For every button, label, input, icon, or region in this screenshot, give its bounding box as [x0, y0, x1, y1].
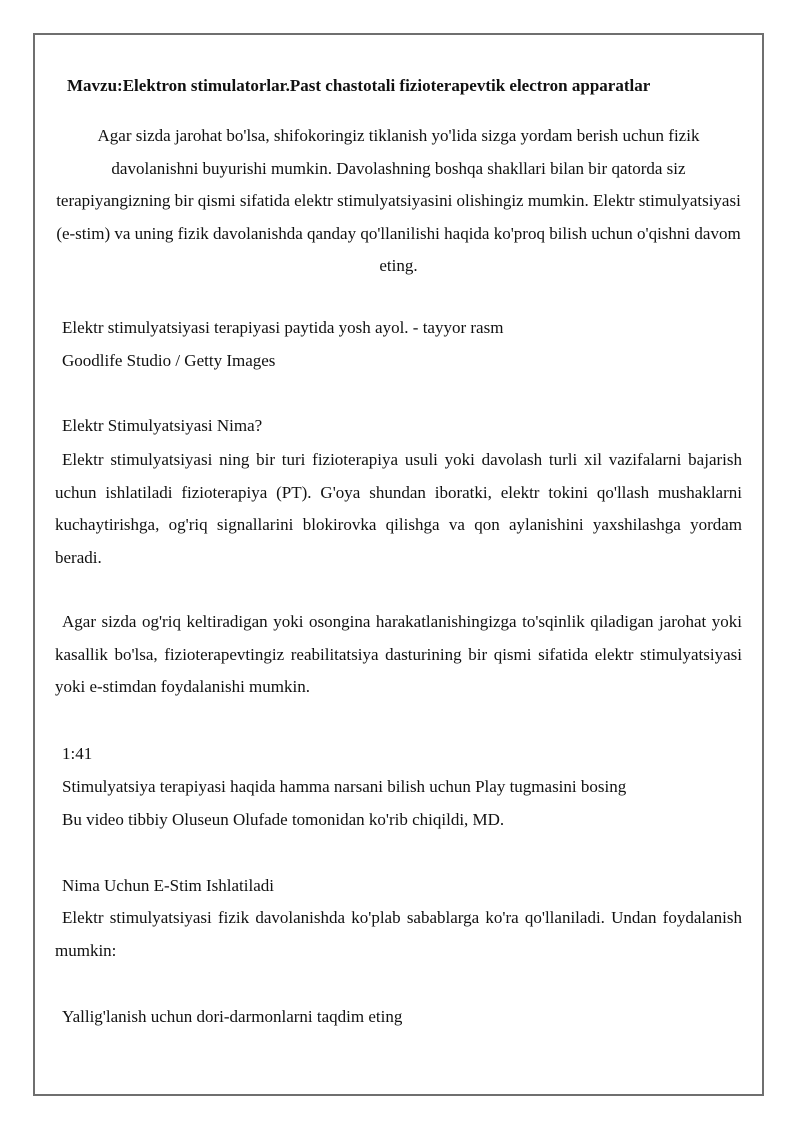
- intro-paragraph: Agar sizda jarohat bo'lsa, shifokoringiz tiklanish yo'lida sizga yordam berish uchun fizik davolanishni buyurishi mumkin. Davolashning boshqa shakllari bilan bir qatorda siz terapiyangizning bir qismi sifatida elektr stimulyatsiyasini olishingiz mumkin. Elektr stimulyatsiyasi (e-stim) va uning fizik davolanishda qanday qo'llanilishi haqida ko'proq bilish uchun o'qishni davom eting.: [56, 126, 741, 275]
- image-credit: Goodlife Studio / Getty Images: [62, 351, 276, 370]
- video-review-note: Bu video tibbiy Oluseun Olufade tomonidan ko'rib chiqildi, MD.: [62, 810, 505, 829]
- image-caption: Elektr stimulyatsiyasi terapiyasi paytida yosh ayol. - tayyor rasm: [62, 318, 504, 337]
- section1-paragraph-1: Elektr stimulyatsiyasi ning bir turi fizioterapiya usuli yoki davolash turli xil vazifalarni bajarish uchun ishlatiladi fizioterapiya (PT). G'oya shundan iboratki, elektr tokini qo'llash mushaklarni kuchaytirishga, og'riq signallarini blokirovka qilishga va qon aylanishini yaxshilashga yordam beradi.: [55, 450, 742, 567]
- section2-paragraph: Elektr stimulyatsiyasi fizik davolanishda ko'plab sabablarga ko'ra qo'llaniladi. Undan foydalanish mumkin:: [55, 908, 742, 960]
- video-caption: Stimulyatsiya terapiyasi haqida hamma narsani bilish uchun Play tugmasini bosing: [62, 777, 627, 796]
- section-heading-what-is-estim: Elektr Stimulyatsiyasi Nima?: [62, 416, 263, 435]
- document-title: Mavzu:Elektron stimulatorlar.Past chastotali fizioterapevtik electron apparatlar: [67, 76, 651, 95]
- section1-paragraph-2: Agar sizda og'riq keltiradigan yoki osongina harakatlanishingizga to'sqinlik qiladigan jarohat yoki kasallik bo'lsa, fizioterapevtingiz reabilitatsiya dasturining bir qismi sifatida elektr stimulyatsiyasi yoki e-stimdan foydalanishi mumkin.: [55, 612, 742, 696]
- section-heading-why-estim: Nima Uchun E-Stim Ishlatiladi: [62, 876, 274, 895]
- video-duration: 1:41: [62, 744, 93, 763]
- list-item: Yallig'lanish uchun dori-darmonlarni taqdim eting: [62, 1007, 403, 1026]
